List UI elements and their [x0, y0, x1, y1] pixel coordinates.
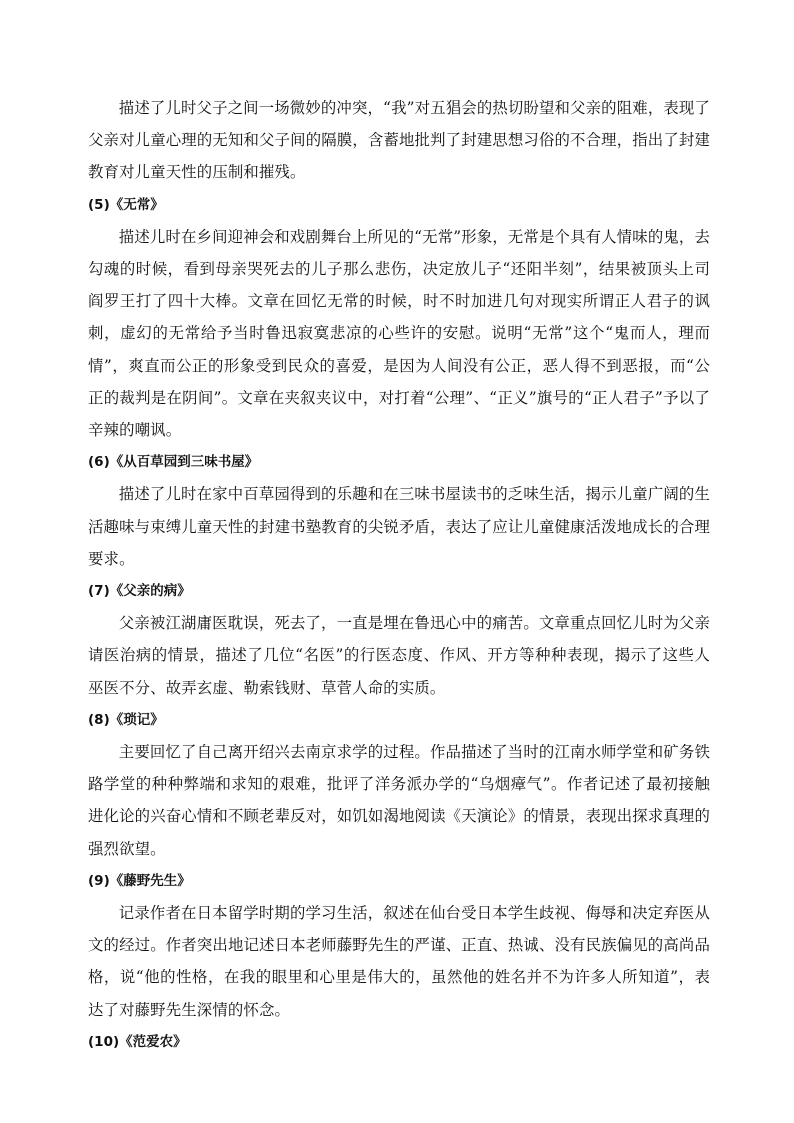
- section-heading-5: (5)《无常》: [88, 196, 164, 213]
- section-heading-9: (9)《藤野先生》: [88, 872, 191, 889]
- paragraph-9-body: 记录作者在日本留学时期的学习生活，叙述在仙台受日本学生歧视、侮辱和决定弃医从文的经过。作者突出地记述日本老师藤野先生的严谨、正直、热诚、没有民族偏见的高尚品格，说“他的性格，在我的眼里和心里是伟大的，虽然他的姓名并不为许多人所知道”，表达了对藤野先生深情的怀念。: [88, 904, 710, 1019]
- paragraph-5-body: 描述儿时在乡间迎神会和戏剧舞台上所见的“无常”形象，无常是个具有人情味的鬼，去勾魂的时候，看到母亲哭死去的儿子那么悲伤，决定放儿子“还阳半刻”，结果被顶头上司阎罗王打了四十大棒。文章在回忆无常的时候，时不时加进几句对现实所谓正人君子的讽刺，虚幻的无常给予当时鲁迅寂寞悲凉的心些许的安慰。说明“无常”这个“鬼而人，理而情”，爽直而公正的形象受到民众的喜爱，是因为人间没有公正，恶人得不到恶报，而“公正的裁判是在阴间”。文章在夹叙夹议中，对打着“公理”、“正义”旗号的“正人君子”予以了辛辣的嘲讽。: [88, 227, 710, 440]
- paragraph-7-body: 父亲被江湖庸医耽误，死去了，一直是埋在鲁迅心中的痛苦。文章重点回忆儿时为父亲请医治病的情景，描述了几位“名医”的行医态度、作风、开方等种种表现，揭示了这些人巫医不分、故弄玄虚、勒索钱财、草菅人命的实质。: [88, 614, 710, 697]
- paragraph-8-body: 主要回忆了自己离开绍兴去南京求学的过程。作品描述了当时的江南水师学堂和矿务铁路学堂的种种弊端和求知的艰难，批评了洋务派办学的“乌烟瘴气”。作者记述了最初接触进化论的兴奋心情和不顾老辈反对，如饥如渴地阅读《天演论》的情景，表现出探求真理的强烈欲望。: [88, 743, 710, 858]
- section-heading-8: (8)《琐记》: [88, 711, 164, 728]
- section-heading-6: (6)《从百草园到三味书屋》: [88, 454, 259, 471]
- document-body: [88, 92, 710, 1058]
- section-heading-10: (10)《范爱农》: [88, 1033, 187, 1050]
- section-heading-7: (7)《父亲的病》: [88, 583, 191, 600]
- paragraph-6-body: 描述了儿时在家中百草园得到的乐趣和在三味书屋读书的乏味生活，揭示儿童广阔的生活趣味与束缚儿童天性的封建书塾教育的尖锐矛盾，表达了应让儿童健康活泼地成长的合理要求。: [88, 485, 710, 568]
- paragraph-4-body: 描述了儿时父子之间一场微妙的冲突，“我”对五猖会的热切盼望和父亲的阻难，表现了父亲对儿童心理的无知和父子间的隔膜，含蓄地批判了封建思想习俗的不合理，指出了封建教育对儿童天性的压制和摧残。: [88, 99, 710, 182]
